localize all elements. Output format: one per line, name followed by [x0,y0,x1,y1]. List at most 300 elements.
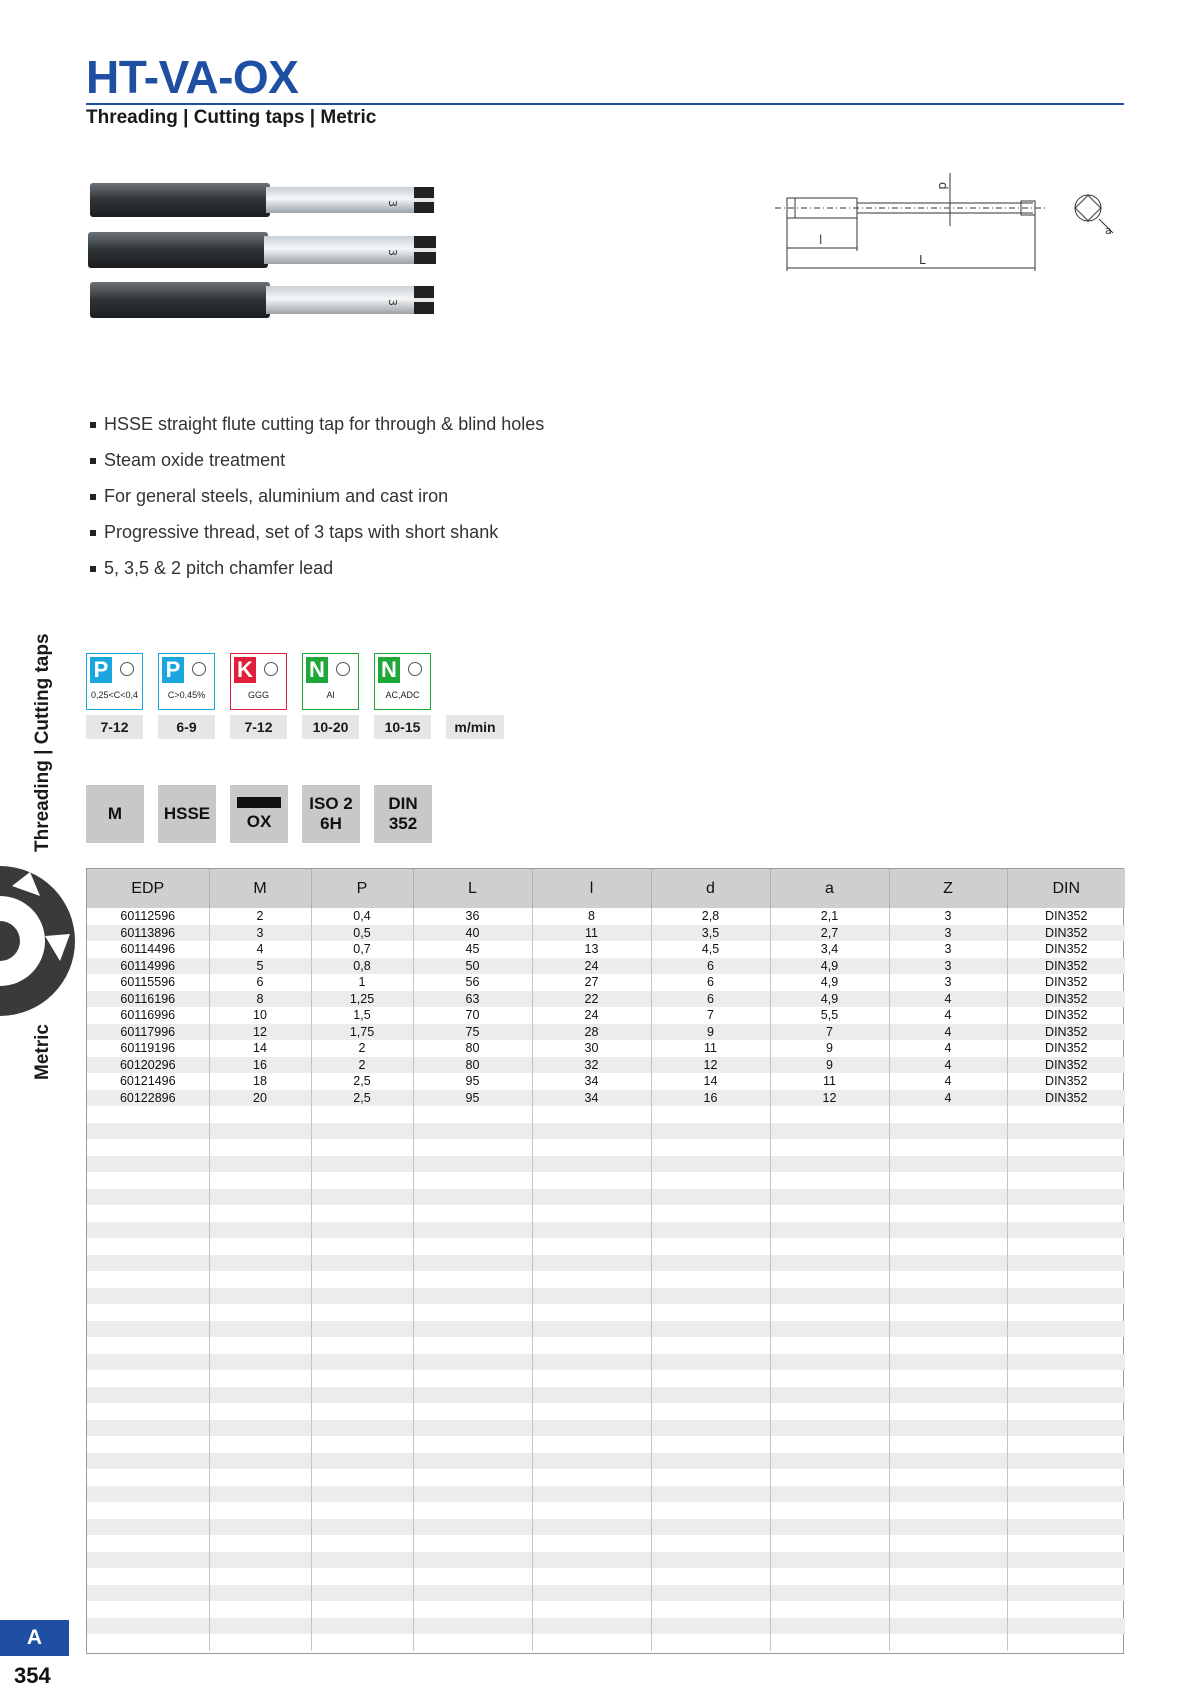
table-row-empty [87,1172,1125,1189]
table-row [87,1040,1125,1057]
table-cell: 22 [532,991,651,1008]
table-cell [889,1288,1007,1305]
shank-marking: 3 [386,200,399,207]
table-cell [532,1486,651,1503]
table-cell [311,1387,413,1404]
page-number: 354 [14,1663,51,1688]
table-cell [413,1502,532,1519]
table-cell [532,1337,651,1354]
table-cell: 80 [413,1057,532,1074]
table-row-empty [87,1519,1125,1536]
material-letter: N [306,657,328,683]
table-cell: 0,5 [311,925,413,942]
spec-thread [86,785,144,843]
table-cell [1007,1321,1125,1338]
table-cell [413,1189,532,1206]
table-cell: 60119196 [120,1041,176,1055]
table-cell [413,1222,532,1239]
title-divider [86,103,1124,105]
table-cell [889,1568,1007,1585]
table-cell: 4 [209,941,311,958]
circle-icon [120,662,134,676]
table-cell [413,1156,532,1173]
table-cell: 36 [413,908,532,925]
table-cell [413,1271,532,1288]
table-cell [770,1469,889,1486]
table-cell [889,1354,1007,1371]
table-cell [87,1123,209,1140]
table-cell: 9 [770,1057,889,1074]
table-row-empty [87,1585,1125,1602]
material-letter: N [378,657,400,683]
table-cell [1007,1453,1125,1470]
table-cell [1007,1387,1125,1404]
table-cell [770,1321,889,1338]
table-cell: 3 [889,974,1007,991]
table-cell [1007,1222,1125,1239]
table-cell [532,1321,651,1338]
circle-icon [192,662,206,676]
spec-coating [230,785,288,843]
table-cell [532,1172,651,1189]
table-cell [209,1304,311,1321]
table-cell [1007,1420,1125,1437]
table-cell [311,1205,413,1222]
table-cell [651,1502,770,1519]
table-cell [413,1585,532,1602]
table-cell: 3 [889,958,1007,975]
dim-l-label: l [819,233,823,247]
side-tool-graphic [0,866,75,1016]
table-cell [413,1552,532,1569]
table-cell [209,1634,311,1651]
table-cell [87,1156,209,1173]
cutting-speed: 7-12 [86,715,143,739]
table-cell [651,1238,770,1255]
table-cell [532,1469,651,1486]
table-cell [1007,1205,1125,1222]
table-cell [413,1568,532,1585]
col-header: L [413,869,532,908]
table-cell [889,1222,1007,1239]
table-cell: 60116996 [120,1008,176,1022]
table-cell [413,1436,532,1453]
speed-unit: m/min [446,715,504,739]
table-cell [209,1486,311,1503]
table-cell: 4,5 [651,941,770,958]
table-cell [413,1123,532,1140]
circle-icon [408,662,422,676]
table-cell [770,1585,889,1602]
dim-L-label: L [919,253,926,267]
table-cell [311,1354,413,1371]
table-cell: DIN352 [1007,1040,1125,1057]
table-cell [311,1486,413,1503]
table-cell [413,1387,532,1404]
dim-d-label: d [936,182,950,190]
tap-3 [90,282,434,318]
table-cell: 1,5 [311,1007,413,1024]
table-cell [311,1502,413,1519]
cutting-speed: 10-15 [374,715,431,739]
cutting-speed: 10-20 [302,715,359,739]
table-cell: 13 [532,941,651,958]
table-cell [87,1568,209,1585]
table-cell [311,1585,413,1602]
table-cell [651,1469,770,1486]
table-cell [532,1585,651,1602]
table-row-empty [87,1420,1125,1437]
table-cell [889,1271,1007,1288]
table-cell [651,1172,770,1189]
table-cell: 18 [209,1073,311,1090]
table-row [87,941,1125,958]
table-cell: 3 [209,925,311,942]
table-cell [532,1436,651,1453]
cutting-speed: 7-12 [230,715,287,739]
table-row-empty [87,1469,1125,1486]
table-cell [413,1106,532,1123]
table-cell [87,1403,209,1420]
table-cell: 1 [311,974,413,991]
table-cell [87,1601,209,1618]
col-header: d [651,869,770,908]
table-cell [311,1321,413,1338]
table-cell [770,1304,889,1321]
table-cell: 1,75 [311,1024,413,1041]
table-cell [889,1618,1007,1635]
table-cell [87,1189,209,1206]
table-row-empty [87,1106,1125,1123]
table-cell [1007,1106,1125,1123]
table-cell [889,1139,1007,1156]
table-cell [413,1238,532,1255]
table-cell [209,1519,311,1536]
table-cell: 20 [209,1090,311,1107]
table-cell [413,1255,532,1272]
table-cell [889,1387,1007,1404]
table-cell [413,1403,532,1420]
table-cell [87,1271,209,1288]
table-cell: 4,9 [770,958,889,975]
table-cell: 16 [209,1057,311,1074]
table-cell [770,1453,889,1470]
table-cell [532,1403,651,1420]
table-cell [889,1585,1007,1602]
table-row-empty [87,1238,1125,1255]
table-cell: 3 [889,908,1007,925]
table-cell [651,1486,770,1503]
feature-item: HSSE straight flute cutting tap for through & blind holes [90,410,544,446]
table-cell [209,1453,311,1470]
table-cell [1007,1469,1125,1486]
table-cell: DIN352 [1007,908,1125,925]
table-cell: 11 [651,1040,770,1057]
table-cell [651,1288,770,1305]
table-cell [1007,1156,1125,1173]
table-cell [209,1370,311,1387]
table-cell [532,1387,651,1404]
col-header: l [532,869,651,908]
spec-thread-label: M [107,804,123,823]
table-row [87,958,1125,975]
table-cell: 3,4 [770,941,889,958]
table-cell [87,1535,209,1552]
table-cell [889,1205,1007,1222]
table-row-empty [87,1601,1125,1618]
spec-material-label: HSSE [163,804,211,823]
table-cell [770,1139,889,1156]
table-cell [311,1568,413,1585]
table-row [87,1090,1125,1107]
table-cell [87,1288,209,1305]
table-cell [311,1172,413,1189]
table-cell [413,1634,532,1651]
table-cell [209,1502,311,1519]
table-cell [87,1238,209,1255]
table-cell: 0,7 [311,941,413,958]
table-cell: 60121496 [119,1074,176,1088]
table-row-empty [87,1304,1125,1321]
table-cell [532,1618,651,1635]
spec-material [158,785,216,843]
col-header: a [770,869,889,908]
table-cell: 4 [889,1007,1007,1024]
table-cell [413,1337,532,1354]
feature-item: Progressive thread, set of 3 taps with short shank [90,518,544,554]
table-cell: 40 [413,925,532,942]
table-cell [311,1337,413,1354]
table-cell [889,1189,1007,1206]
table-row-empty [87,1634,1125,1651]
table-cell [413,1288,532,1305]
table-cell: 80 [413,1040,532,1057]
material-sub: Al [326,690,335,700]
table-cell [532,1370,651,1387]
table-cell [651,1519,770,1536]
table-cell: 5 [209,958,311,975]
table-cell: 63 [413,991,532,1008]
table-cell [1007,1601,1125,1618]
table-cell: 24 [532,1007,651,1024]
page-title: HT-VA-OX [86,51,299,103]
table-cell [532,1453,651,1470]
table-cell: DIN352 [1007,991,1125,1008]
table-cell [1007,1255,1125,1272]
table-cell: 9 [770,1040,889,1057]
table-cell [209,1123,311,1140]
table-cell [311,1519,413,1536]
table-cell [1007,1535,1125,1552]
shank-marking: 3 [386,249,399,256]
table-cell: DIN352 [1007,1057,1125,1074]
table-cell [770,1420,889,1437]
table-cell [413,1321,532,1338]
table-cell: 60122896 [87,1090,209,1107]
table-cell [209,1189,311,1206]
table-cell [209,1387,311,1404]
table-cell [87,1634,209,1651]
table-cell [209,1420,311,1437]
table-cell [889,1601,1007,1618]
material-sub: GGG [247,690,269,700]
table-cell: 2,5 [311,1090,413,1107]
table-cell [209,1552,311,1569]
spec-tolerance [302,785,360,843]
cutting-speed: 6-9 [158,715,215,739]
table-cell [209,1354,311,1371]
table-cell: 95 [413,1073,532,1090]
table-cell [889,1255,1007,1272]
table-cell [532,1271,651,1288]
table-cell [311,1453,413,1470]
table-row-empty [87,1288,1125,1305]
table-cell [770,1568,889,1585]
table-cell [87,1304,209,1321]
table-cell [770,1238,889,1255]
table-row-empty [87,1156,1125,1173]
table-cell [209,1271,311,1288]
table-cell [209,1469,311,1486]
table-cell [87,1172,209,1189]
table-row-empty [87,1618,1125,1635]
table-cell: 6 [651,974,770,991]
table-cell: 9 [651,1024,770,1041]
table-cell [311,1271,413,1288]
table-cell [889,1519,1007,1536]
table-cell [1007,1585,1125,1602]
table-cell: 2,5 [311,1073,413,1090]
table-cell [532,1304,651,1321]
material-letter: P [90,657,112,683]
table-cell [532,1123,651,1140]
table-cell [311,1618,413,1635]
table-cell [651,1337,770,1354]
table-cell [209,1403,311,1420]
table-cell: 56 [413,974,532,991]
table-cell [209,1337,311,1354]
table-cell [87,1519,209,1536]
material-letter: K [234,657,256,683]
material-badge-n2 [374,653,431,710]
table-cell [209,1156,311,1173]
table-cell [651,1205,770,1222]
table-cell [532,1189,651,1206]
table-cell [651,1354,770,1371]
table-cell [770,1172,889,1189]
col-header: DIN [1007,869,1125,908]
table-cell [87,1337,209,1354]
material-badge-p1 [86,653,143,710]
table-cell [209,1436,311,1453]
table-cell: 60112596 [120,909,176,923]
product-photo [86,175,456,335]
table-cell [651,1222,770,1239]
table-cell [532,1552,651,1569]
table-cell: 12 [770,1090,889,1107]
table-cell [311,1106,413,1123]
table-row-empty [87,1403,1125,1420]
table-cell [770,1189,889,1206]
table-cell [209,1139,311,1156]
table-cell [87,1552,209,1569]
table-cell [311,1189,413,1206]
table-cell [889,1420,1007,1437]
table-cell: 4 [889,1040,1007,1057]
table-cell [889,1337,1007,1354]
table-cell [1007,1172,1125,1189]
table-cell [311,1552,413,1569]
table-cell [651,1156,770,1173]
table-cell [770,1634,889,1651]
table-cell: 7 [770,1024,889,1041]
table-cell [651,1106,770,1123]
table-cell [87,1255,209,1272]
table-cell [651,1321,770,1338]
table-cell: 11 [532,925,651,942]
spec-tolerance-line2: 6H [320,814,342,833]
table-cell [413,1420,532,1437]
table-cell [1007,1486,1125,1503]
table-cell [889,1634,1007,1651]
table-cell [1007,1618,1125,1635]
table-cell: 75 [413,1024,532,1041]
feature-item: For general steels, aluminium and cast iron [90,482,544,518]
table-row-empty [87,1337,1125,1354]
table-cell: 60114496 [120,942,176,956]
table-cell [770,1552,889,1569]
table-row [87,991,1125,1008]
table-cell [651,1123,770,1140]
material-badge-k [230,653,287,710]
table-cell [87,1420,209,1437]
table-cell: 14 [209,1040,311,1057]
table-cell: DIN352 [1007,974,1125,991]
table-cell: 8 [209,991,311,1008]
table-cell [311,1222,413,1239]
table-cell [1007,1370,1125,1387]
table-cell [532,1288,651,1305]
table-cell: 4 [889,1057,1007,1074]
table-cell [651,1403,770,1420]
table-cell: 60114996 [87,958,209,975]
table-cell [311,1535,413,1552]
table-cell [770,1486,889,1503]
table-row [87,908,1125,925]
table-cell [532,1519,651,1536]
table-cell [889,1156,1007,1173]
table-cell [1007,1354,1125,1371]
table-cell [770,1288,889,1305]
table-cell: DIN352 [1007,1024,1125,1041]
table-cell [651,1436,770,1453]
table-cell: 14 [651,1073,770,1090]
table-cell [1007,1304,1125,1321]
col-header: M [209,869,311,908]
table-cell: 24 [532,958,651,975]
table-cell [532,1634,651,1651]
table-header-row [87,869,1125,908]
material-sub: 0,25<C<0,4 [90,690,139,700]
feature-item: 5, 3,5 & 2 pitch chamfer lead [90,554,544,590]
page-subtitle: Threading | Cutting taps | Metric [86,107,377,128]
table-cell [413,1139,532,1156]
material-sub: C>0.45% [167,690,206,700]
table-cell: 4,9 [770,991,889,1008]
feature-item: Steam oxide treatment [90,446,544,482]
spec-coating-label: OX [246,811,272,831]
table-cell [87,1436,209,1453]
